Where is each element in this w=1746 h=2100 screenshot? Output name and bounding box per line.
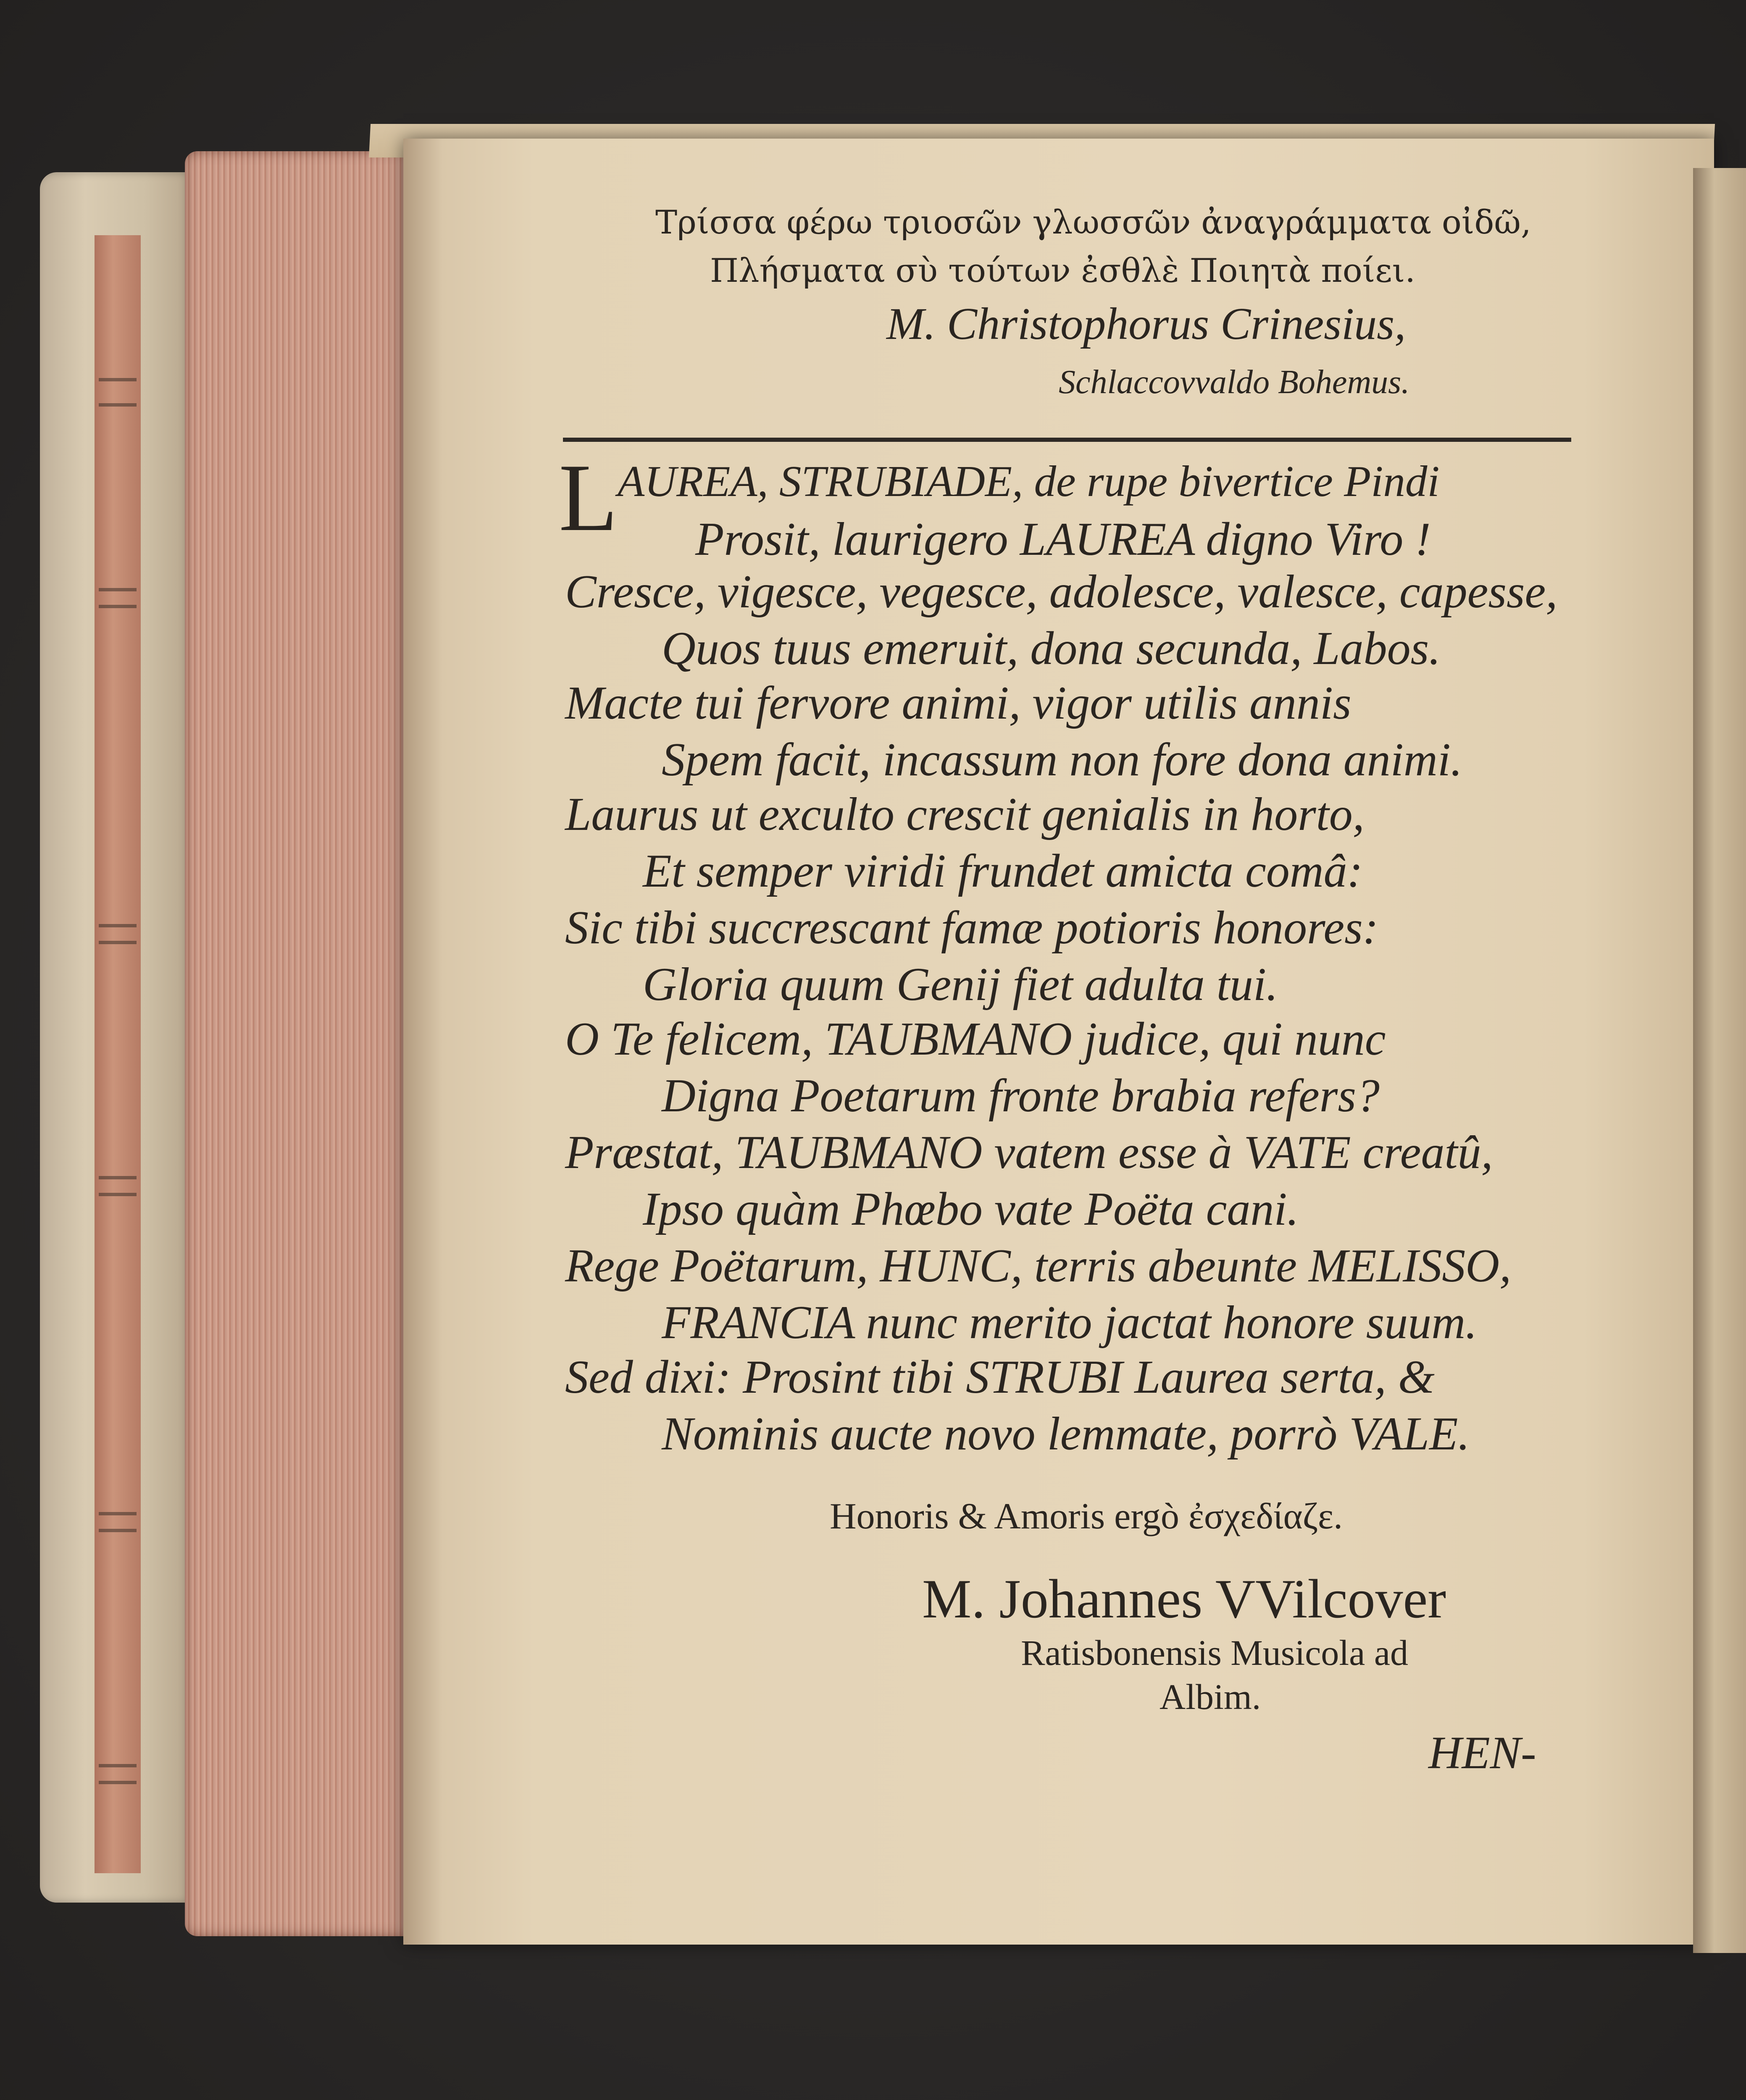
page-edges	[185, 151, 412, 1936]
poem-line-2: Prosit, laurigero LAUREA digno Viro !	[695, 513, 1431, 565]
poem-line-4: Quos tuus emeruit, dona secunda, Labos.	[662, 622, 1441, 675]
author-origin-wilcover-2: Albim.	[1160, 1677, 1261, 1717]
poem-line-14: Ipso quàm Phœbo vate Poëta cani.	[643, 1183, 1299, 1235]
poem-line-16: FRANCIA nunc merito jactat honore suum.	[662, 1297, 1478, 1349]
greek-verse-line-2: Πλήσματα σὺ τούτων ἐσθλὲ Ποιητὰ ποίει.	[710, 252, 1416, 290]
poem-line-3: Cresce, vigesce, vegesce, adolesce, valesce, capesse,	[565, 566, 1558, 618]
poem-line-8: Et semper viridi frundet amicta comâ:	[643, 845, 1363, 897]
poem-line-11: O Te felicem, TAUBMANO judice, qui nunc	[565, 1013, 1386, 1065]
poem-line-1: AUREA, STRUBIADE, de rupe bivertice Pindi	[618, 457, 1440, 506]
author-origin-crinesius: Schlaccovvaldo Bohemus.	[1059, 364, 1410, 401]
author-signature-wilcover: M. Johannes VVilcover	[922, 1568, 1446, 1630]
poem-line-9: Sic tibi succrescant famæ potioris honores:	[565, 902, 1378, 954]
poem-line-13: Præstat, TAUBMANO vatem esse à VATE creatû,	[565, 1126, 1493, 1179]
poem-line-10: Gloria quum Genij fiet adulta tui.	[643, 958, 1278, 1011]
poem-line-15: Rege Poëtarum, HUNC, terris abeunte MELISSO,	[565, 1240, 1512, 1292]
spine-ticks	[99, 378, 137, 1806]
facing-page-edge	[1693, 168, 1746, 1953]
author-signature-crinesius: M. Christophorus Crinesius,	[886, 299, 1406, 349]
poem-line-6: Spem facit, incassum non fore dona animi.	[662, 734, 1462, 786]
poem-line-7: Laurus ut exculto crescit genialis in horto,	[565, 788, 1365, 840]
separator-rule	[563, 438, 1571, 442]
author-origin-wilcover: Ratisbonensis Musicola ad	[1021, 1633, 1409, 1673]
greek-verse-line-1: Τρίσσα φέρω τριοσῶν γλωσσῶν ἀναγράμματα οἰδῶ,	[655, 204, 1531, 242]
dedication-line: Honoris & Amoris ergò ἐσχεδίαζε.	[830, 1496, 1343, 1537]
poem-line-5: Macte tui fervore animi, vigor utilis annis	[565, 677, 1352, 729]
poem-line-17: Sed dixi: Prosint tibi STRUBI Laurea serta, &	[565, 1351, 1435, 1403]
catchword: HEN-	[1428, 1727, 1536, 1778]
drop-capital: L	[559, 444, 618, 551]
poem-line-18: Nominis aucte novo lemmate, porrò VALE.	[662, 1408, 1470, 1460]
poem-line-12: Digna Poetarum fronte brabia refers?	[662, 1070, 1380, 1122]
